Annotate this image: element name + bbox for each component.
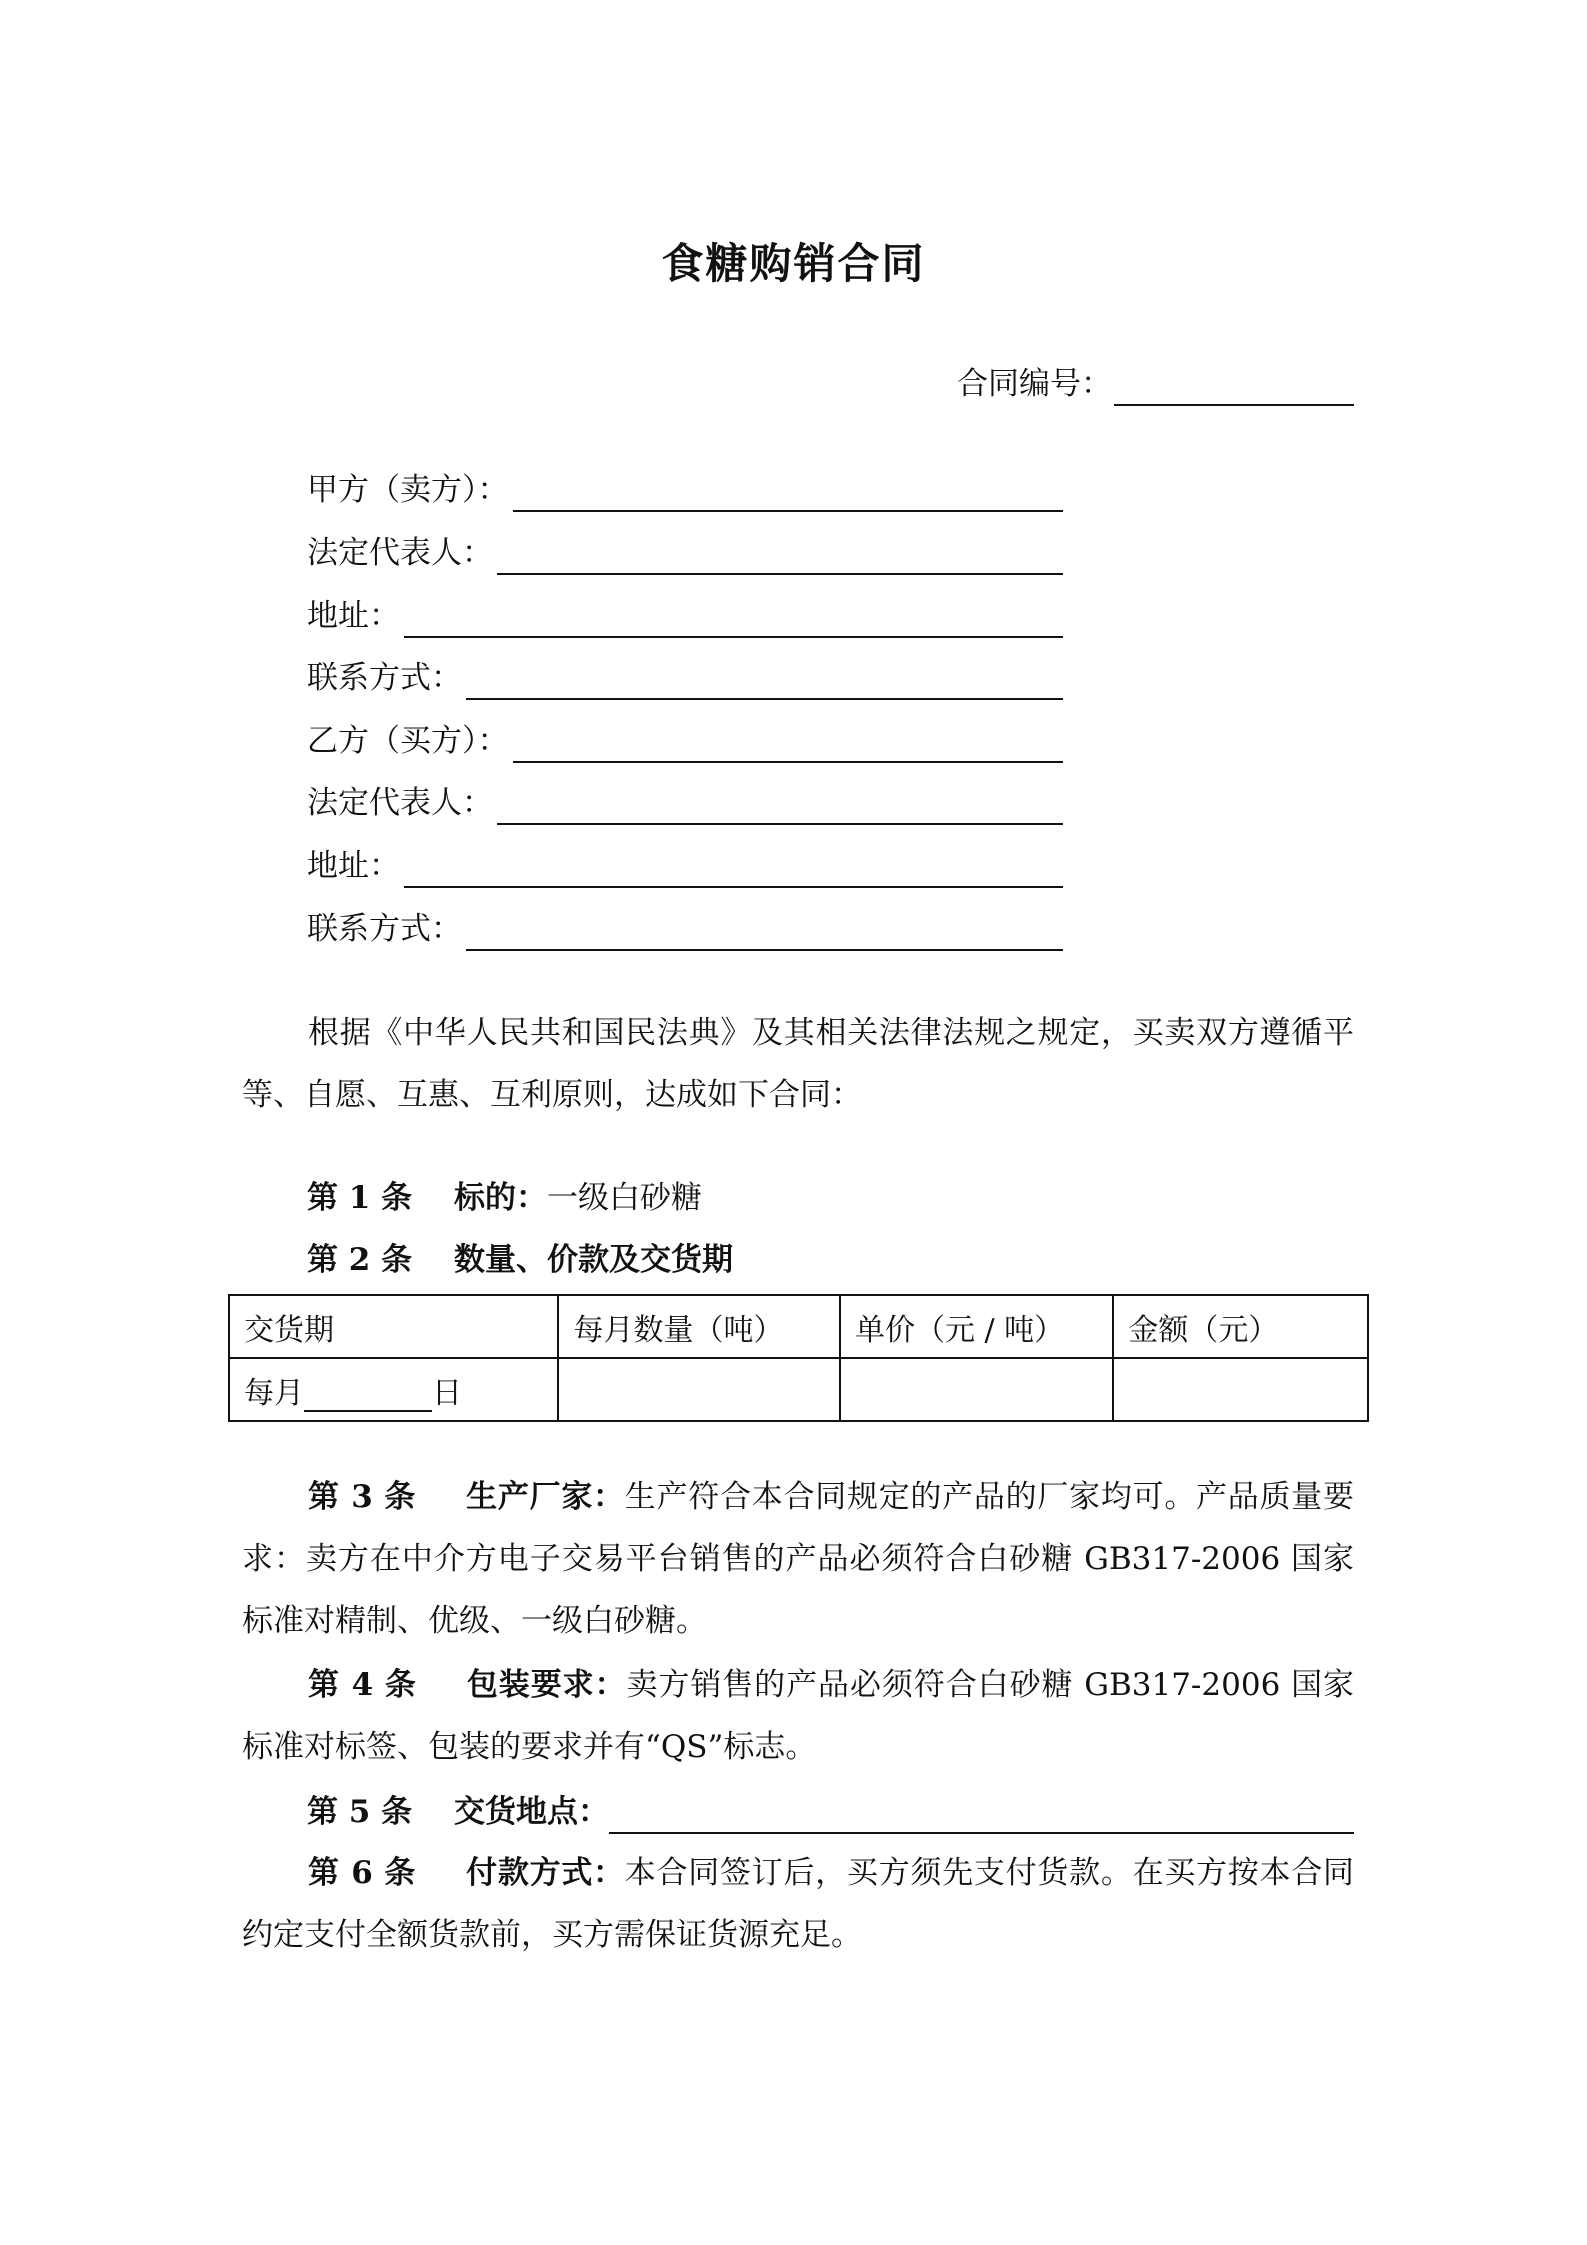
contract-number-label: 合同编号： (957, 366, 1112, 402)
field-label: 地址： (307, 598, 400, 634)
clause-4 (242, 1654, 1354, 1778)
field-blank[interactable] (466, 662, 1063, 700)
quantity-price-table (228, 1294, 1369, 1422)
field-blank[interactable] (497, 787, 1063, 825)
clause-title: 付款方式： (466, 1855, 625, 1891)
field-blank[interactable] (497, 537, 1063, 575)
table-header-row (229, 1295, 1368, 1358)
preamble-paragraph: 根据《中华人民共和国民法典》及其相关法律法规之规定，买卖双方遵循平等、自愿、互惠、互利原则，达成如下合同： (242, 1015, 1354, 1113)
clause-5 (307, 1790, 1354, 1834)
buyer-contact-field (307, 907, 1063, 951)
clause-6 (242, 1842, 1354, 1966)
seller-contact-field (307, 656, 1063, 700)
seller-name-field (307, 468, 1063, 512)
clause-number: 第 6 条 (308, 1855, 417, 1891)
table-header-delivery: 交货期 (229, 1295, 558, 1358)
table-cell-quantity[interactable] (558, 1358, 840, 1421)
clause-1 (307, 1176, 702, 1220)
clause-number: 第 3 条 (308, 1479, 417, 1515)
field-label: 地址： (307, 848, 400, 884)
table-header-quantity: 每月数量（吨） (558, 1295, 840, 1358)
delivery-location-blank[interactable] (609, 1796, 1354, 1834)
table-row (229, 1358, 1368, 1421)
clause-text: 本合同签订后，买方须先支付货款。在买方按本合同约定支付全额货款前，买方需保证货源充足。 (242, 1855, 1355, 1953)
field-label: 甲方（卖方）： (307, 472, 509, 508)
table-header-unit-price: 单价（元 / 吨） (840, 1295, 1113, 1358)
clause-number: 第 5 条 (307, 1794, 413, 1830)
contract-number-blank[interactable] (1114, 368, 1354, 406)
table-cell-amount[interactable] (1113, 1358, 1368, 1421)
clause-title: 数量、价款及交货期 (454, 1242, 733, 1278)
delivery-day-blank[interactable] (304, 1380, 432, 1412)
document-title: 食糖购销合同 (661, 239, 926, 288)
buyer-representative-field (307, 781, 1063, 825)
delivery-prefix: 每月 (244, 1375, 304, 1411)
clause-2 (307, 1238, 733, 1282)
clause-number: 第 1 条 (307, 1180, 413, 1216)
clause-title: 标的： (454, 1180, 547, 1216)
field-label: 法定代表人： (307, 785, 493, 821)
field-blank[interactable] (466, 913, 1063, 951)
clause-3 (242, 1466, 1354, 1652)
clause-text: 生产符合本合同规定的产品的厂家均可。产品质量要求：卖方在中介方电子交易平台销售的产品必须符合白砂糖 GB317-2006 国家标准对精制、优级、一级白砂糖。 (242, 1479, 1355, 1639)
clause-title: 包装要求： (466, 1667, 627, 1703)
clause-number: 第 2 条 (307, 1242, 413, 1278)
field-label: 乙方（买方）： (307, 723, 509, 759)
field-label: 联系方式： (307, 911, 462, 947)
seller-representative-field (307, 531, 1063, 575)
clause-text: 卖方销售的产品必须符合白砂糖 GB317-2006 国家标准对标签、包装的要求并有“QS”标志。 (242, 1667, 1354, 1765)
seller-address-field (307, 594, 1063, 638)
field-blank[interactable] (404, 600, 1063, 638)
table-cell-delivery[interactable] (229, 1358, 558, 1421)
clause-text: 一级白砂糖 (547, 1180, 702, 1216)
buyer-name-field (307, 719, 1063, 763)
field-label: 法定代表人： (307, 535, 493, 571)
contract-number-field (957, 362, 1354, 406)
field-label: 联系方式： (307, 660, 462, 696)
clause-title: 交货地点： (454, 1794, 609, 1830)
table-cell-unit-price[interactable] (840, 1358, 1113, 1421)
field-blank[interactable] (513, 474, 1064, 512)
delivery-suffix: 日 (432, 1375, 462, 1411)
buyer-address-field (307, 844, 1063, 888)
table-header-amount: 金额（元） (1113, 1295, 1368, 1358)
field-blank[interactable] (404, 850, 1063, 888)
field-blank[interactable] (513, 725, 1064, 763)
clause-number: 第 4 条 (308, 1667, 417, 1703)
clause-title: 生产厂家： (466, 1479, 625, 1515)
